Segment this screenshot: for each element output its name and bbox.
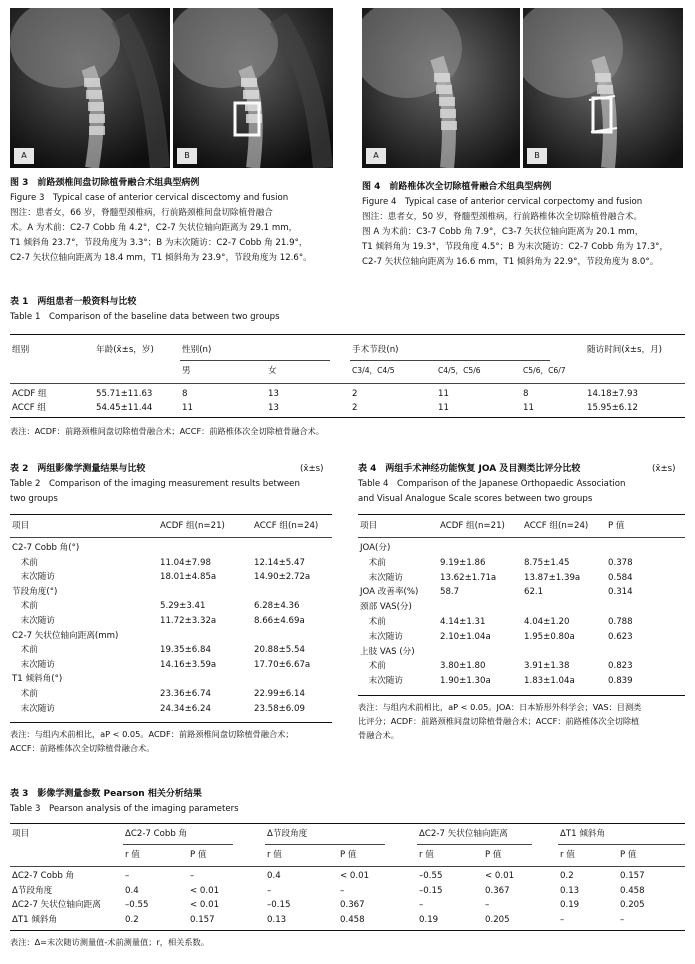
table3-header-p: P 值 <box>620 850 637 860</box>
table1-cell: 14.18±7.93 <box>587 389 638 399</box>
table3-header-group: Δ节段角度 <box>267 829 308 839</box>
table4-cell: 13.87±1.39a <box>524 572 581 583</box>
table2-cell: 24.34±6.24 <box>160 703 211 714</box>
table2-note: 表注：与组内术前相比，aP < 0.05。ACDF：前路颈椎间盘切除植骨融合术； <box>10 729 294 739</box>
table3-group-rule <box>417 844 532 845</box>
figure3-panel-a <box>10 8 170 168</box>
table2-header-acdf: ACDF 组(n=21) <box>160 521 225 531</box>
table3-title-en: Table 3 Pearson analysis of the imaging parameters <box>10 804 239 814</box>
table3-cell: 0.205 <box>485 914 510 925</box>
table4-note: 表注：与组内术前相比，aP < 0.05。JOA：日本矫形外科学会；VAS：目测类 <box>358 702 642 712</box>
table2-header-accf: ACCF 组(n=24) <box>254 521 319 531</box>
table3-group-rule <box>265 844 385 845</box>
xray-image <box>362 8 520 168</box>
figure4-panel-b <box>523 8 683 168</box>
table1-cell: 13 <box>268 389 279 399</box>
table4-title-en: Table 4 Comparison of the Japanese Orthopaedic Association <box>358 479 626 489</box>
panel-label: A <box>366 148 386 164</box>
table3-group-rule <box>558 844 685 845</box>
table3-cell: – <box>419 900 424 910</box>
table2-cell: 末次随访 <box>12 659 55 670</box>
table4-cell: 0.823 <box>608 661 633 672</box>
table2-header-rule <box>10 537 332 538</box>
table3-cell: 0.2 <box>560 871 574 881</box>
table3-cell: Δ节段角度 <box>12 885 53 896</box>
table3-cell: – <box>190 871 195 881</box>
table2-cell: 术前 <box>12 645 38 656</box>
table4-header-acdf: ACDF 组(n=21) <box>440 521 505 531</box>
figure3-legend-line: 术。A 为术前：C2-7 Cobb 角 4.2°，C2-7 矢状位轴向距离为 29.1 mm， <box>10 223 298 233</box>
table1-cell: ACCF 组 <box>12 403 46 413</box>
table4-cell: 0.839 <box>608 676 633 687</box>
table3-cell: 0.458 <box>340 914 365 925</box>
table4-cell: 3.91±1.38 <box>524 661 570 672</box>
table2-cell: 22.99±6.14 <box>254 689 305 699</box>
table3-cell: 0.4 <box>267 871 281 881</box>
table2-cell: 末次随访 <box>12 703 55 714</box>
table3-header-group: ΔT1 倾斜角 <box>560 829 606 839</box>
figure3-legend-line: C2-7 矢状位轴向距离为 18.4 mm，T1 倾斜角为 23.9°，节段角度为 12.6°。 <box>10 253 312 263</box>
table2-cell: 8.66±4.69a <box>254 616 305 626</box>
table1-note: 表注：ACDF：前路颈椎间盘切除植骨融合术；ACCF：前路椎体次全切除植骨融合术。 <box>10 426 324 436</box>
table2-cell: 节段角度(°) <box>12 586 58 597</box>
table1-header-age: 年龄(x̄±s，岁) <box>96 345 154 355</box>
panel-label: B <box>527 148 547 164</box>
table3-cell: – <box>340 885 345 896</box>
table2-note: ACCF：前路椎体次全切除植骨融合术。 <box>10 743 155 753</box>
table2-cell: 6.28±4.36 <box>254 601 300 612</box>
table4-cell: 0.584 <box>608 572 633 583</box>
table4-cell: JOA(分) <box>360 543 391 553</box>
table4-cell: 1.83±1.04a <box>524 676 575 687</box>
table3-cell: – <box>125 871 130 881</box>
table1-sex-rule <box>180 360 330 361</box>
table3-header-r: r 值 <box>560 850 575 860</box>
table2-cell: 术前 <box>12 557 38 568</box>
table4-header-p: P 值 <box>608 521 625 531</box>
table3-cell: 0.367 <box>340 900 365 910</box>
table4-cell: 0.378 <box>608 557 633 568</box>
table3-header-item: 项目 <box>12 829 30 839</box>
table4-cell: 0.623 <box>608 631 633 642</box>
table3-header-p: P 值 <box>340 850 357 860</box>
table4-cell: 4.04±1.20 <box>524 617 570 627</box>
table4-title: 表 4 两组手术神经功能恢复 JOA 及目测类比评分比较 <box>358 464 581 474</box>
table1-header-seg1: C3/4，C4/5 <box>352 366 395 375</box>
xray-image <box>523 8 683 168</box>
table3-cell: –0.55 <box>125 900 149 910</box>
table4-note: 比评分；ACDF：前路颈椎间盘切除植骨融合术；ACCF：前路椎体次全切除植 <box>358 716 640 726</box>
table1-header-seg3: C5/6，C6/7 <box>523 366 566 375</box>
table1-header-sex: 性别(n) <box>182 345 212 355</box>
table3-title: 表 3 影像学测量参数 Pearson 相关分析结果 <box>10 789 202 799</box>
xray-image <box>173 8 333 168</box>
table4-cell: 58.7 <box>440 587 460 598</box>
table3-cell: ΔC2-7 Cobb 角 <box>12 871 75 881</box>
table4-cell: 末次随访 <box>360 676 403 687</box>
table2-cell: 14.16±3.59a <box>160 659 217 670</box>
table1-cell: 11 <box>182 403 193 413</box>
table3-cell: 0.4 <box>125 885 139 896</box>
figure3-title-en: Figure 3 Typical case of anterior cervical discectomy and fusion <box>10 193 289 203</box>
table1-cell: ACDF 组 <box>12 389 47 399</box>
figure4-legend-line: C2-7 矢状位轴向距离为 16.6 mm，T1 倾斜角为 22.9°，节段角度为 8.0°。 <box>362 257 659 267</box>
figure4-panel-a <box>362 8 520 168</box>
table4-header-item: 项目 <box>360 521 378 531</box>
table2-cell: 17.70±6.67a <box>254 659 311 670</box>
table4-cell: 4.14±1.31 <box>440 617 486 627</box>
table2-cell: 19.35±6.84 <box>160 645 211 656</box>
table2-cell: 术前 <box>12 689 38 699</box>
table2-cell: 14.90±2.72a <box>254 572 311 583</box>
table1-cell: 2 <box>352 403 358 413</box>
figure4-legend-line: 图注：患者女，50 岁，脊髓型颈椎病，行前路椎体次全切除植骨融合术。 <box>362 212 643 222</box>
table1-header-seg2: C4/5，C5/6 <box>438 366 481 375</box>
table1-header-male: 男 <box>182 366 191 376</box>
table4-bottom-rule <box>358 695 685 696</box>
table4-header-accf: ACCF 组(n=24) <box>524 521 589 531</box>
table2-cell: T1 倾斜角(°) <box>12 674 63 685</box>
figure4-legend-line: T1 倾斜角为 19.3°，节段角度 4.5°；B 为末次随访：C2-7 Cobb 角为 17.3°， <box>362 242 669 252</box>
table1-segment-rule <box>350 360 550 361</box>
table2-cell: 20.88±5.54 <box>254 645 305 656</box>
table2-cell: 11.04±7.98 <box>160 557 211 568</box>
figure3-legend-line: T1 倾斜角 23.7°，节段角度为 3.3°；B 为末次随访：C2-7 Cobb 角 21.9°， <box>10 238 308 248</box>
table4-cell: 颈部 VAS(分) <box>360 602 412 613</box>
table1-cell: 8 <box>523 389 529 399</box>
table2-cell: 23.58±6.09 <box>254 703 305 714</box>
figure4-legend-line: 图 A 为术前：C3-7 Cobb 角 7.9°，C3-7 矢状位轴向距离为 20.1 mm， <box>362 227 644 237</box>
table3-header-r: r 值 <box>125 850 140 860</box>
figure3-title: 图 3 前路颈椎间盘切除植骨融合术组典型病例 <box>10 178 200 188</box>
table2-cell: 5.29±3.41 <box>160 601 206 612</box>
table3-cell: 0.458 <box>620 885 645 896</box>
table2-cell: 18.01±4.85a <box>160 572 217 583</box>
table3-cell: 0.157 <box>620 871 645 881</box>
table3-cell: < 0.01 <box>190 900 220 910</box>
table3-cell: 0.367 <box>485 885 510 896</box>
table1-cell: 54.45±11.44 <box>96 403 153 413</box>
table3-cell: – <box>485 900 490 910</box>
table4-cell: 术前 <box>360 557 386 568</box>
table2-cell: 末次随访 <box>12 616 55 626</box>
figure4-title: 图 4 前路椎体次全切除植骨融合术组典型病例 <box>362 182 552 192</box>
table1-header-female: 女 <box>268 366 277 376</box>
figure4-title-en: Figure 4 Typical case of anterior cervical corpectomy and fusion <box>362 197 643 207</box>
table1-title: 表 1 两组患者一般资料与比较 <box>10 297 137 307</box>
figure3-legend-line: 图注：患者女，66 岁，脊髓型颈椎病，行前路颈椎间盘切除植骨融合 <box>10 208 273 218</box>
table4-cell: 术前 <box>360 661 386 672</box>
table3-cell: –0.15 <box>419 885 443 896</box>
table1-cell: 11 <box>523 403 534 413</box>
table2-stat: (x̄±s) <box>300 464 324 474</box>
table1-cell: 15.95±6.12 <box>587 403 638 413</box>
table2-title-en: Table 2 Comparison of the imaging measurement results between <box>10 479 300 489</box>
xray-image <box>10 8 170 168</box>
table3-cell: 0.19 <box>419 914 439 925</box>
figure3-panel-b <box>173 8 333 168</box>
table2-cell: C2-7 矢状位轴向距离(mm) <box>12 630 119 641</box>
table4-cell: 9.19±1.86 <box>440 557 486 568</box>
table3-cell: ΔC2-7 矢状位轴向距离 <box>12 900 101 910</box>
table2-title: 表 2 两组影像学测量结果与比较 <box>10 464 146 474</box>
table3-header-p: P 值 <box>190 850 207 860</box>
table1-title-en: Table 1 Comparison of the baseline data between two groups <box>10 312 280 322</box>
table1-cell: 8 <box>182 389 188 399</box>
table4-cell: 3.80±1.80 <box>440 661 486 672</box>
table1-cell: 11 <box>438 403 449 413</box>
table3-header-r: r 值 <box>419 850 434 860</box>
table2-cell: 23.36±6.74 <box>160 689 211 699</box>
table3-cell: –0.55 <box>419 871 443 881</box>
table4-cell: 末次随访 <box>360 631 403 642</box>
table1-cell: 2 <box>352 389 358 399</box>
table1-top-rule <box>10 334 685 335</box>
table4-cell: JOA 改善率(%) <box>360 587 419 598</box>
table3-cell: < 0.01 <box>190 885 220 896</box>
table3-cell: – <box>620 914 625 925</box>
table4-cell: 术前 <box>360 617 386 627</box>
table3-note: 表注：Δ=末次随访测量值-术前测量值；r，相关系数。 <box>10 937 209 947</box>
table4-cell: 1.95±0.80a <box>524 631 575 642</box>
table3-cell: – <box>267 885 272 896</box>
table1-header-group: 组别 <box>12 345 30 355</box>
table3-cell: < 0.01 <box>485 871 515 881</box>
table4-cell: 末次随访 <box>360 572 403 583</box>
table4-cell: 62.1 <box>524 587 544 598</box>
table2-cell: 术前 <box>12 601 38 612</box>
table3-cell: 0.205 <box>620 900 645 910</box>
table4-cell: 8.75±1.45 <box>524 557 570 568</box>
table2-header-item: 项目 <box>12 521 30 531</box>
table2-title-en: two groups <box>10 494 58 504</box>
table3-header-rule <box>10 866 685 867</box>
table3-header-r: r 值 <box>267 850 282 860</box>
table4-top-rule <box>358 514 685 515</box>
table2-cell: 12.14±5.47 <box>254 557 305 568</box>
table2-cell: 末次随访 <box>12 572 55 583</box>
table1-header-rule <box>10 383 685 384</box>
table1-cell: 55.71±11.63 <box>96 389 153 399</box>
table3-cell: 0.13 <box>267 914 287 925</box>
table4-cell: 0.314 <box>608 587 633 598</box>
table2-top-rule <box>10 514 332 515</box>
table3-cell: 0.2 <box>125 914 139 925</box>
table4-cell: 0.788 <box>608 617 633 627</box>
table2-cell: C2-7 Cobb 角(°) <box>12 543 80 553</box>
table3-cell: –0.15 <box>267 900 291 910</box>
table3-header-group: ΔC2-7 Cobb 角 <box>125 829 188 839</box>
table4-stat: (x̄±s) <box>652 464 676 474</box>
table3-cell: 0.19 <box>560 900 580 910</box>
table4-header-rule <box>358 537 685 538</box>
table4-title-en: and Visual Analogue Scale scores between two groups <box>358 494 593 504</box>
table2-cell: 11.72±3.32a <box>160 616 217 626</box>
table1-cell: 13 <box>268 403 279 413</box>
panel-label: B <box>177 148 197 164</box>
table1-header-segment: 手术节段(n) <box>352 345 399 355</box>
table3-cell: 0.13 <box>560 885 580 896</box>
table3-header-group: ΔC2-7 矢状位轴向距离 <box>419 829 508 839</box>
table1-header-followup: 随访时间(x̄±s，月) <box>587 345 663 355</box>
table1-cell: 11 <box>438 389 449 399</box>
table4-cell: 2.10±1.04a <box>440 631 491 642</box>
table1-bottom-rule <box>10 417 685 418</box>
table4-note: 骨融合术。 <box>358 730 399 740</box>
table4-cell: 1.90±1.30a <box>440 676 491 687</box>
table3-cell: ΔT1 倾斜角 <box>12 914 58 925</box>
table2-bottom-rule <box>10 722 332 723</box>
table3-cell: – <box>560 914 565 925</box>
table3-top-rule <box>10 823 685 824</box>
table3-cell: 0.157 <box>190 914 215 925</box>
table3-header-p: P 值 <box>485 850 502 860</box>
table3-group-rule <box>123 844 233 845</box>
panel-label: A <box>14 148 34 164</box>
table4-cell: 上肢 VAS (分) <box>360 646 415 657</box>
table4-cell: 13.62±1.71a <box>440 572 497 583</box>
table3-bottom-rule <box>10 930 685 931</box>
table3-cell: < 0.01 <box>340 871 370 881</box>
